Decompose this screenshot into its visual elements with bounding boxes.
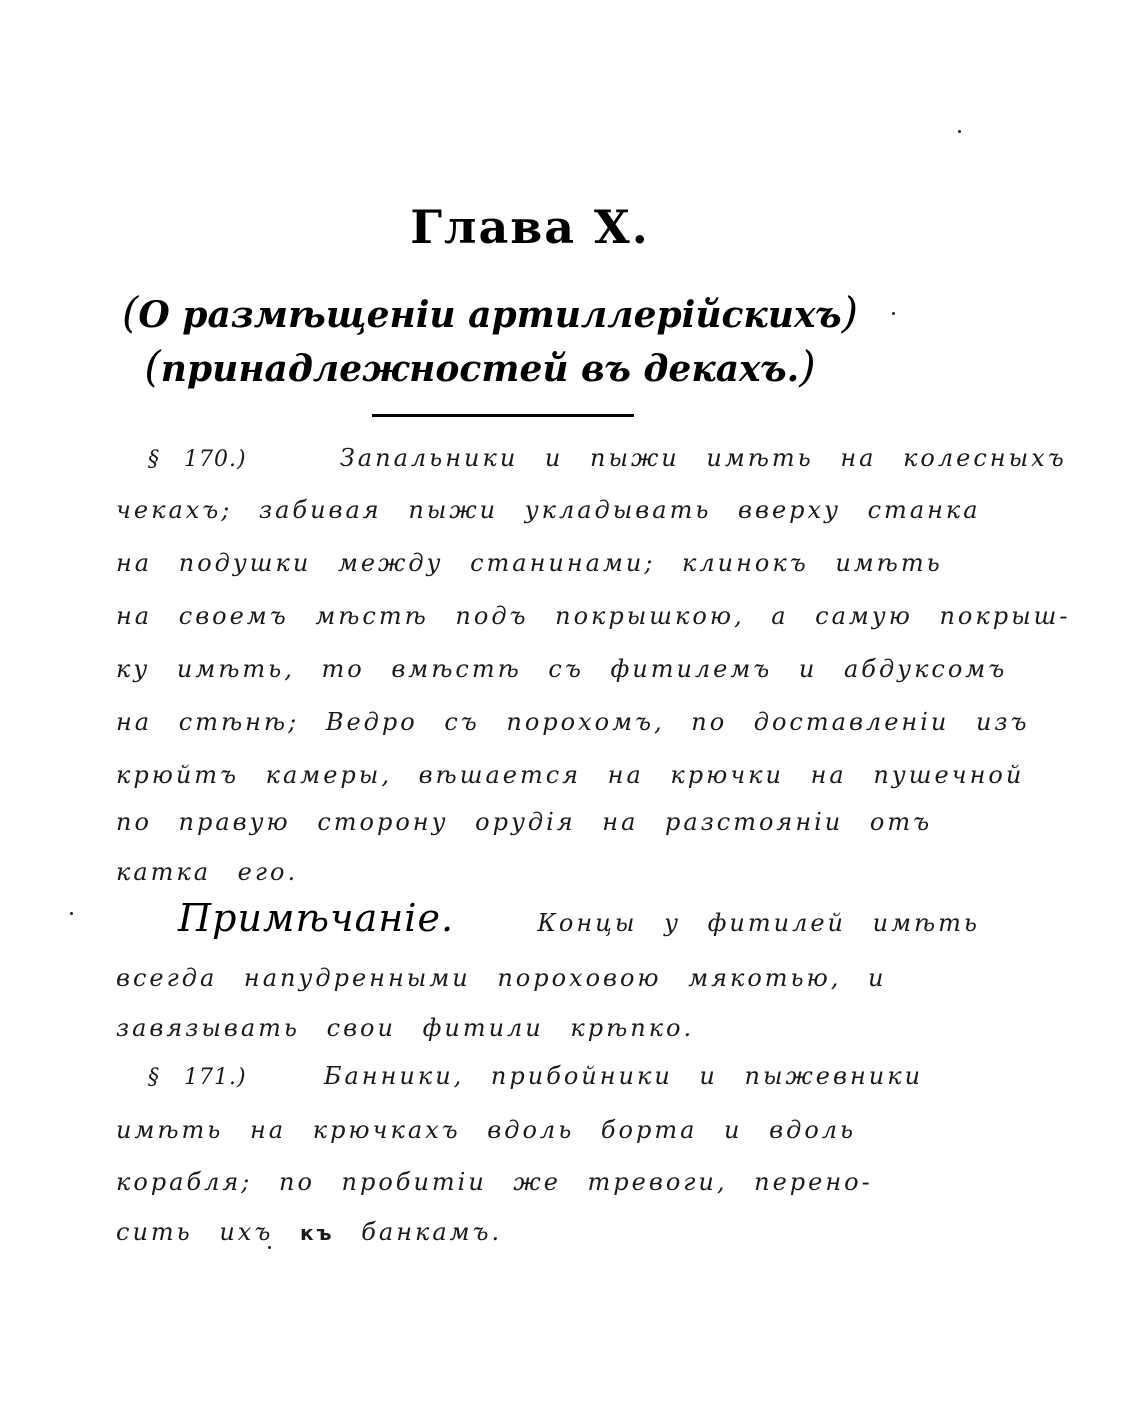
paragraph-1-line-5: ку имѣть, то вмѣстѣ съ фитилемъ и абдуксомъ xyxy=(116,655,1008,683)
paragraph-2-line-4 xyxy=(116,1218,502,1246)
paragraph-2-line-4-tail: банкамъ. xyxy=(361,1218,503,1246)
paragraph-1-line-1 xyxy=(148,444,1067,472)
paragraph-2-line-4-text: сить ихъ xyxy=(116,1218,274,1246)
note-heading: Примѣчаніе. xyxy=(178,896,455,940)
open-bracket-ornament: ( xyxy=(144,342,161,391)
open-bracket-ornament: ( xyxy=(121,288,139,337)
scan-speck xyxy=(268,1246,271,1249)
paragraph-1-line-7: крюйтъ камеры, вѣшается на крючки на пушечной xyxy=(116,761,1025,789)
section-number-171: § 171.) xyxy=(148,1065,247,1090)
chapter-title: Глава X. xyxy=(410,200,650,254)
title-divider-rule xyxy=(372,414,634,417)
note-line-2: всегда напудренными пороховою мякотью, и xyxy=(116,964,887,992)
paragraph-1-line-9: катка его. xyxy=(116,858,299,886)
scan-speck xyxy=(70,912,73,915)
scan-speck xyxy=(958,130,961,133)
paragraph-2-line-3: корабля; по пробитіи же тревоги, перено- xyxy=(116,1168,873,1196)
note-line-1 xyxy=(178,896,980,940)
paragraph-2-line-2: имѣть на крючкахъ вдоль борта и вдоль xyxy=(116,1116,857,1144)
paragraph-1-line-6: на стѣнѣ; Ведро съ порохомъ, по доставленіи изъ xyxy=(116,708,1030,736)
paragraph-1-line-8: по правую сторону орудія на разстояніи отъ xyxy=(116,808,933,836)
paragraph-1-text: Запальники и пыжи имѣть на колесныхъ xyxy=(339,444,1067,472)
close-bracket-ornament: ) xyxy=(799,342,816,391)
paragraph-1-line-3: на подушки между станинами; клинокъ имѣть xyxy=(116,549,943,577)
note-line-3: завязывать свои фитили крѣпко. xyxy=(116,1014,695,1042)
paragraph-2-text: Банники, прибойники и пыжевники xyxy=(323,1062,924,1090)
paragraph-1-line-2: чекахъ; забивая пыжи укладывать вверху станка xyxy=(116,496,981,524)
section-number-170: § 170.) xyxy=(148,447,247,472)
subtitle-line-1-text: О размѣщеніи артиллерійскихъ xyxy=(138,294,842,336)
scan-speck xyxy=(892,312,895,315)
paragraph-1-line-4: на своемъ мѣстѣ подъ покрышкою, а самую покрыш- xyxy=(116,602,1071,630)
subtitle-line-2-text: принадлежностей въ декахъ. xyxy=(160,348,800,390)
paragraph-2-line-1 xyxy=(148,1062,923,1090)
note-line-1-text: Концы у фитилей имѣть xyxy=(537,909,980,937)
subtitle-line-1 xyxy=(0,288,980,337)
close-bracket-ornament: ) xyxy=(841,288,858,337)
bold-preposition: къ xyxy=(299,1221,335,1245)
subtitle-line-2 xyxy=(0,342,970,391)
